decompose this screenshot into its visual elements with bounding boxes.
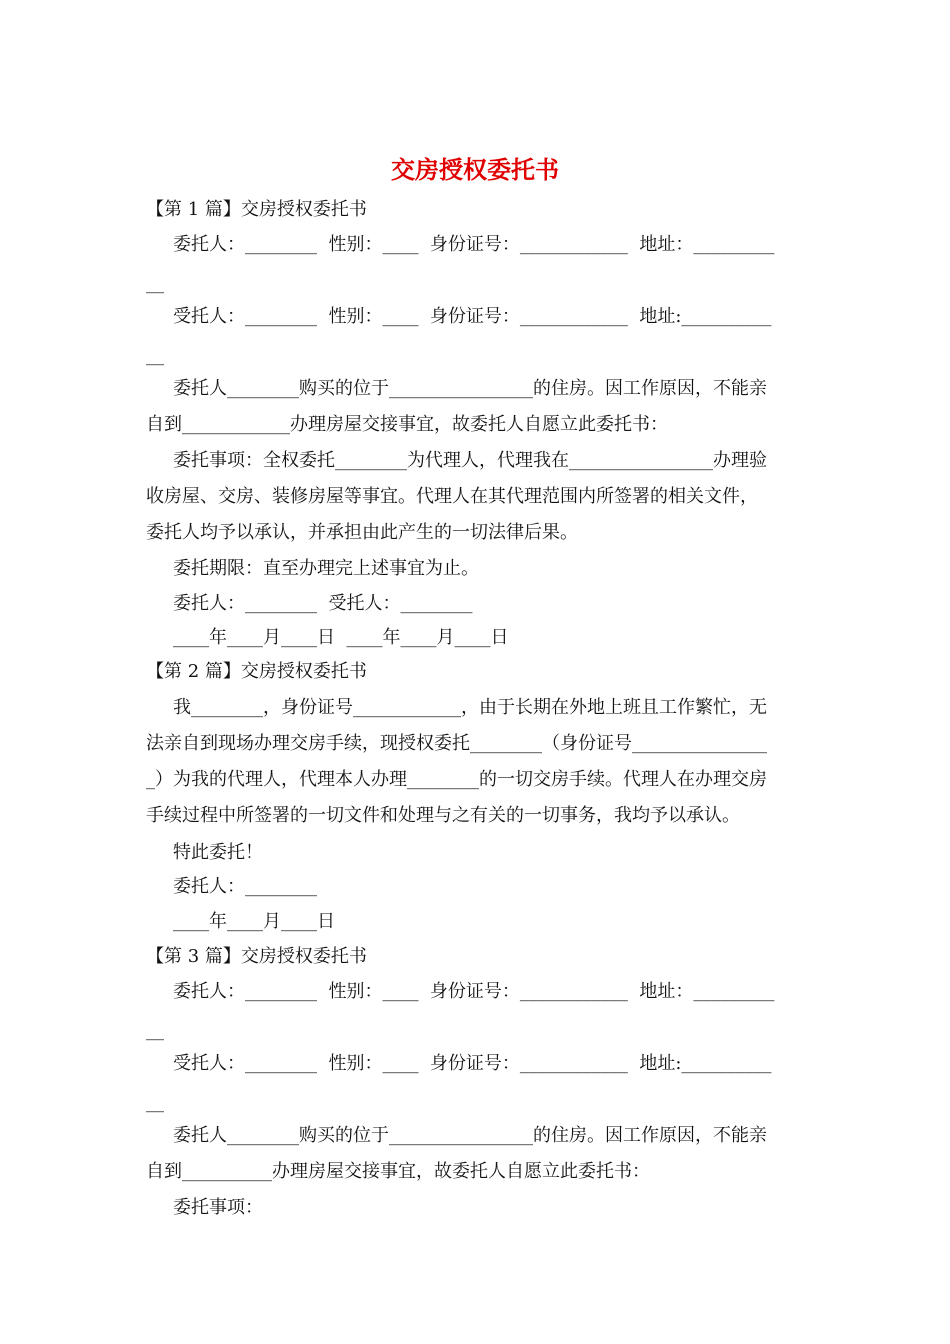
date-line: ____年____月____日 xyxy=(173,911,335,932)
paragraph-line: 委托人：________ 性别：____ 身份证号：____________ 地址：_________ xyxy=(173,981,775,1002)
paragraph-line: _）为我的代理人，代理本人办理________的一切交房手续。代理人在办理交房 xyxy=(146,769,767,790)
paragraph-line: 委托人：________ 性别：____ 身份证号：____________ 地址：_________ xyxy=(173,234,775,255)
paragraph-line: 委托人________购买的位于________________的住房。因工作原因，不能亲 xyxy=(173,378,767,399)
paragraph-line: __ xyxy=(146,1092,164,1113)
paragraph-line: 收房屋、交房、装修房屋等事宜。代理人在其代理范围内所签署的相关文件， xyxy=(146,486,758,507)
signature-line: 委托人：________ 受托人：________ xyxy=(173,593,473,614)
date-line: ____年____月____日 ____年____月____日 xyxy=(173,627,509,648)
paragraph-line: 自到__________办理房屋交接事宜，故委托人自愿立此委托书： xyxy=(146,1161,650,1182)
paragraph-line: 法亲自到现场办理交房手续，现授权委托________（身份证号_______________ xyxy=(146,733,767,754)
paragraph-line: 自到____________办理房屋交接事宜，故委托人自愿立此委托书： xyxy=(146,414,668,435)
paragraph-line: __ xyxy=(146,273,164,294)
section-heading-2: 【第 2 篇】交房授权委托书 xyxy=(146,661,367,682)
paragraph-line: __ xyxy=(146,345,164,366)
paragraph-line: 我________，身份证号____________，由于长期在外地上班且工作繁忙，无 xyxy=(173,697,767,718)
paragraph-line: 委托人均予以承认，并承担由此产生的一切法律后果。 xyxy=(146,522,578,543)
signature-line: 委托人：________ xyxy=(173,876,317,897)
document-title: 交房授权委托书 xyxy=(391,155,559,184)
paragraph-line: 受托人：________ 性别：____ 身份证号：____________ 地址:__________ xyxy=(173,306,772,327)
paragraph-line: 特此委托！ xyxy=(173,842,263,863)
paragraph-line: 委托事项： xyxy=(173,1197,263,1218)
paragraph-line: __ xyxy=(146,1020,164,1041)
section-heading-3: 【第 3 篇】交房授权委托书 xyxy=(146,946,367,967)
paragraph-line: 委托人________购买的位于________________的住房。因工作原因，不能亲 xyxy=(173,1125,767,1146)
paragraph-line: 委托事项：全权委托________为代理人，代理我在________________办理验 xyxy=(173,450,767,471)
paragraph-line: 手续过程中所签署的一切文件和处理与之有关的一切事务，我均予以承认。 xyxy=(146,805,740,826)
paragraph-line: 委托期限：直至办理完上述事宜为止。 xyxy=(173,558,479,579)
section-heading-1: 【第 1 篇】交房授权委托书 xyxy=(146,199,367,220)
paragraph-line: 受托人：________ 性别：____ 身份证号：____________ 地址:__________ xyxy=(173,1053,772,1074)
